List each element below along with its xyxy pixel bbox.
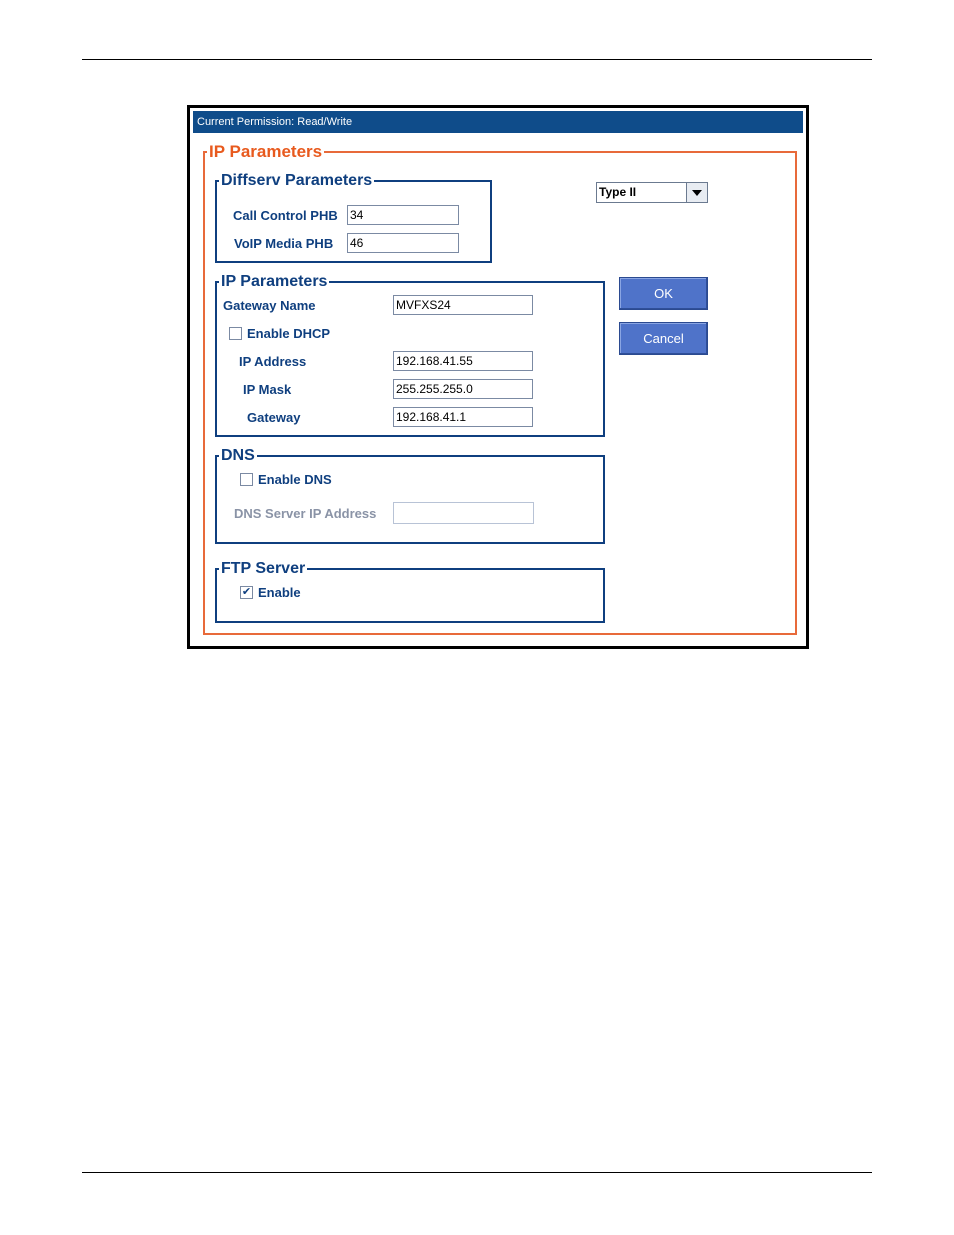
gateway-name-input[interactable]: MVFXS24 [393, 295, 533, 315]
enable-dhcp-label: Enable DHCP [247, 326, 331, 341]
dns-legend: DNS [221, 447, 255, 464]
type-select-arrow[interactable] [686, 183, 707, 202]
voip-media-phb-input[interactable]: 46 [347, 233, 459, 253]
enable-dhcp-checkbox[interactable] [229, 327, 242, 340]
type-select[interactable] [596, 182, 708, 203]
ftp-enable-checkbox[interactable] [240, 586, 253, 599]
type-select-value: Type II [599, 185, 637, 199]
ip-address-input[interactable]: 192.168.41.55 [393, 351, 533, 371]
dns-server-ip-label: DNS Server IP Address [234, 506, 377, 521]
gateway-input[interactable]: 192.168.41.1 [393, 407, 533, 427]
ip-address-label: IP Address [239, 354, 307, 369]
page-header-rule [82, 59, 872, 60]
chevron-down-icon [692, 190, 702, 196]
ftp-enable-label: Enable [258, 585, 301, 600]
enable-dns-checkbox[interactable] [240, 473, 253, 486]
ip-mask-label: IP Mask [243, 382, 292, 397]
ip-parameters-outer-legend: IP Parameters [209, 142, 323, 161]
ip-mask-input[interactable]: 255.255.255.0 [393, 379, 533, 399]
gateway-name-label: Gateway Name [223, 298, 316, 313]
enable-dns-label: Enable DNS [258, 472, 332, 487]
gateway-label: Gateway [247, 410, 301, 425]
permission-titlebar: Current Permission: Read/Write [193, 111, 803, 133]
cancel-button[interactable]: Cancel [619, 322, 708, 355]
ftp-server-legend: FTP Server [221, 560, 306, 577]
check-icon: ✔ [241, 586, 252, 598]
call-control-phb-input[interactable]: 34 [347, 205, 459, 225]
call-control-phb-label: Call Control PHB [233, 208, 338, 223]
page-footer-rule [82, 1172, 872, 1173]
ip-parameters-legend: IP Parameters [221, 273, 328, 290]
diffserv-legend: Diffserv Parameters [221, 172, 373, 189]
voip-media-phb-label: VoIP Media PHB [234, 236, 334, 251]
dns-server-ip-input[interactable] [393, 502, 534, 524]
ok-button[interactable]: OK [619, 277, 708, 310]
dns-group [215, 448, 605, 544]
